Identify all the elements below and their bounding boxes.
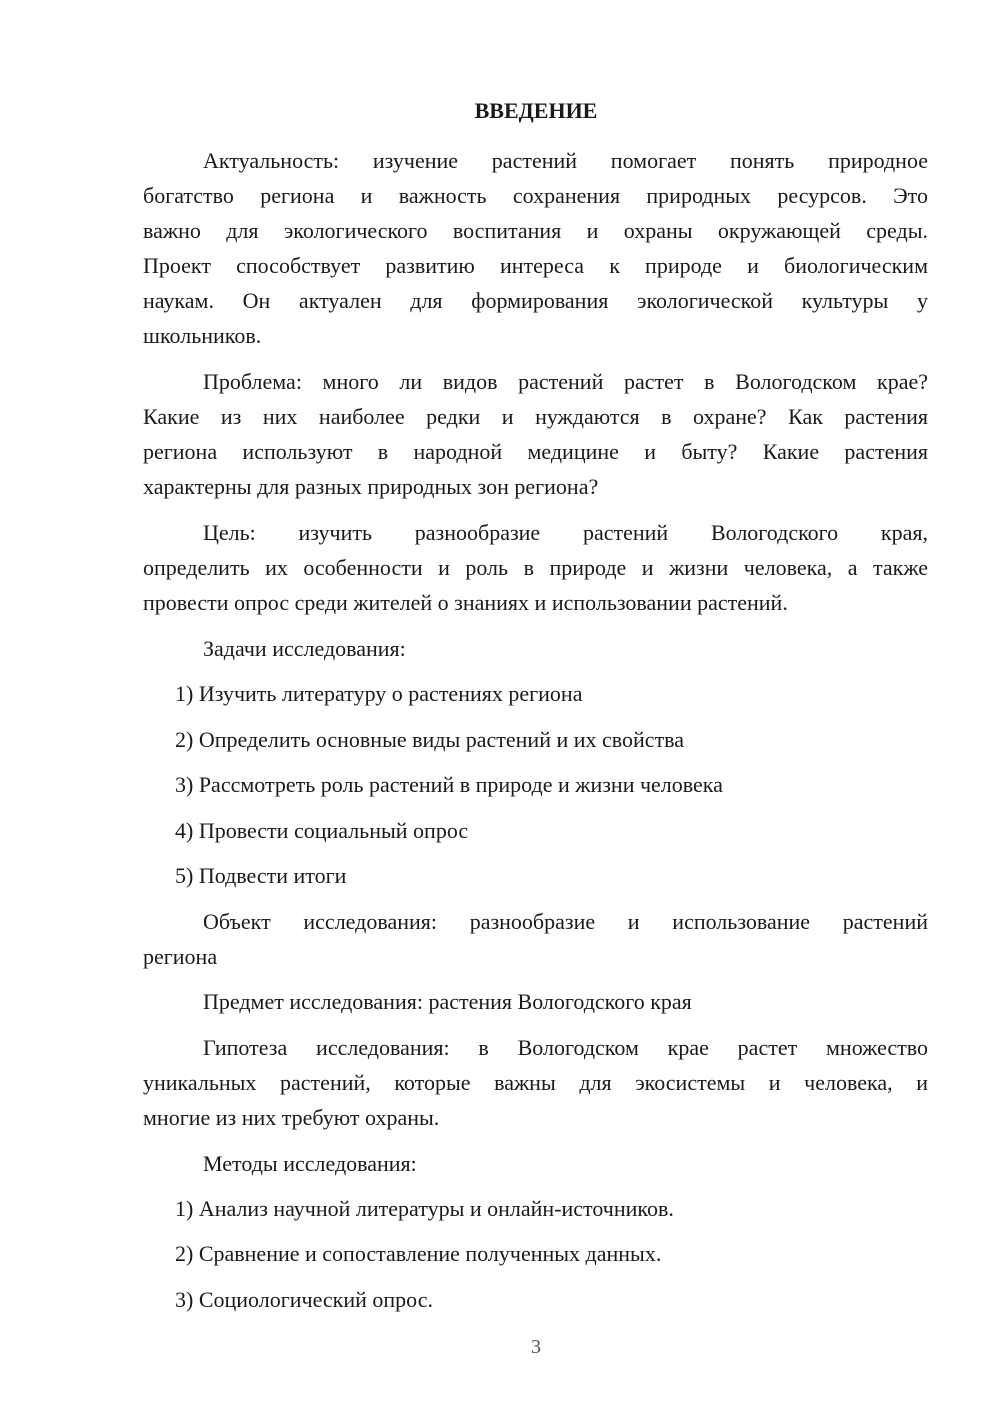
- task-item: 3) Рассмотреть роль растений в природе и жизни человека: [175, 772, 723, 797]
- object-line: Объект исследования: разнообразие и использование растений: [203, 909, 928, 934]
- page-number: 3: [531, 1336, 541, 1358]
- relevance-line: наукам. Он актуален для формирования экологической культуры у: [143, 288, 928, 313]
- method-item: 2) Сравнение и сопоставление полученных данных.: [175, 1241, 662, 1266]
- goal-line: Цель: изучить разнообразие растений Вологодского края,: [203, 520, 928, 545]
- hypothesis-line: многие из них требуют охраны.: [143, 1105, 440, 1130]
- relevance-line: Актуальность: изучение растений помогает понять природное: [203, 148, 928, 173]
- task-item: 2) Определить основные виды растений и их свойства: [175, 727, 685, 752]
- page-title: ВВЕДЕНИЕ: [474, 98, 598, 123]
- hypothesis-line: Гипотеза исследования: в Вологодском крае растет множество: [203, 1035, 928, 1060]
- task-item: 1) Изучить литературу о растениях региона: [175, 681, 583, 706]
- goal-line: определить их особенности и роль в природе и жизни человека, а также: [143, 555, 928, 580]
- problem-line: региона используют в народной медицине и быту? Какие растения: [143, 439, 928, 464]
- method-item: 1) Анализ научной литературы и онлайн-источников.: [175, 1196, 674, 1221]
- problem-line: Какие из них наиболее редки и нуждаются в охране? Как растения: [143, 404, 928, 429]
- relevance-line: школьников.: [143, 323, 262, 348]
- object-line: региона: [143, 944, 218, 969]
- relevance-line: важно для экологического воспитания и охраны окружающей среды.: [143, 218, 928, 243]
- subject-line: Предмет исследования: растения Вологодского края: [203, 989, 692, 1014]
- method-item: 3) Социологический опрос.: [175, 1287, 433, 1312]
- task-item: 5) Подвести итоги: [175, 863, 347, 888]
- problem-line: Проблема: много ли видов растений растет в Вологодском крае?: [203, 369, 928, 394]
- hypothesis-line: уникальных растений, которые важны для экосистемы и человека, и: [143, 1070, 928, 1095]
- goal-line: провести опрос среди жителей о знаниях и использовании растений.: [143, 590, 788, 615]
- relevance-line: богатство региона и важность сохранения природных ресурсов. Это: [143, 183, 928, 208]
- methods-heading: Методы исследования:: [203, 1151, 417, 1176]
- task-item: 4) Провести социальный опрос: [175, 818, 469, 843]
- problem-line: характерны для разных природных зон региона?: [143, 474, 599, 499]
- relevance-line: Проект способствует развитию интереса к природе и биологическим: [143, 253, 928, 278]
- tasks-heading: Задачи исследования:: [203, 636, 406, 661]
